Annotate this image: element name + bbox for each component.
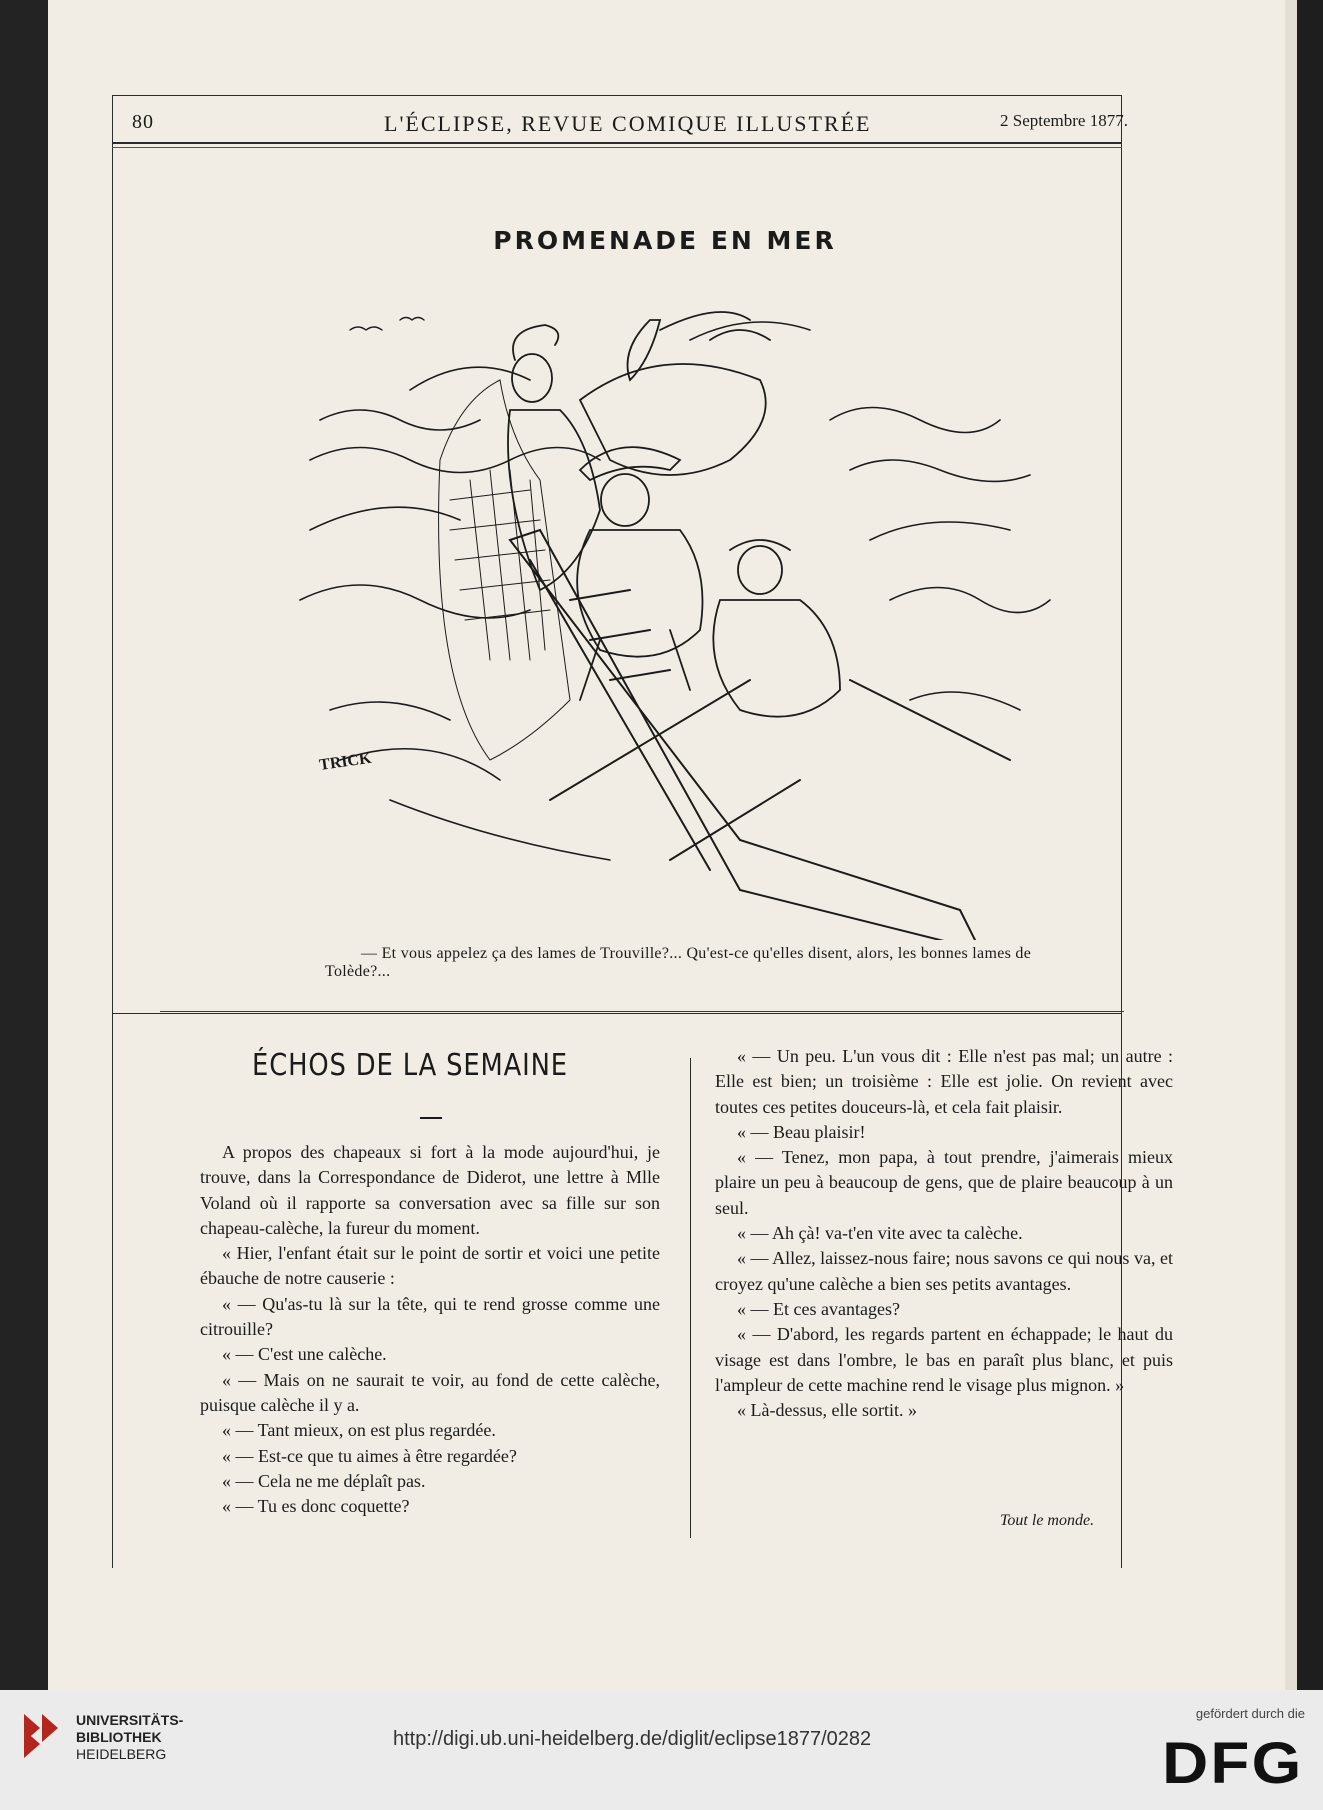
column-divider	[690, 1058, 691, 1538]
permalink-url[interactable]: http://digi.ub.uni-heidelberg.de/diglit/eclipse1877/0282	[393, 1728, 872, 1750]
university-library-logo-icon	[18, 1708, 68, 1762]
section-rule	[112, 1013, 1122, 1014]
wave-crest	[439, 380, 570, 760]
passengers	[508, 325, 840, 717]
page-number: 80	[132, 111, 154, 133]
boat-cartoon-illustration	[290, 300, 1070, 940]
article-signature: Tout le monde.	[1000, 1512, 1095, 1529]
paragraph: « — Tenez, mon papa, à tout prendre, j'aimerais mieux plaire un peu à beaucoup de gens, que de plaire beaucoup à un seul.	[715, 1147, 1173, 1218]
funding-note: gefördert durch die	[1195, 1706, 1305, 1721]
paragraph: « — Mais on ne saurait te voir, au fond de cette calèche, puisque calèche il y a.	[200, 1369, 660, 1415]
page-edge	[1285, 0, 1297, 1690]
viewer-footer	[0, 1690, 1323, 1810]
caption-rule	[160, 1011, 1124, 1012]
sea-waves	[300, 322, 1050, 860]
scan-left-background	[0, 0, 48, 1690]
paragraph: « — Tant mieux, on est plus regardée.	[222, 1420, 496, 1441]
article-title: ÉCHOS DE LA SEMAINE	[252, 1048, 568, 1083]
header-rule	[112, 142, 1122, 144]
library-name: UNIVERSITÄTS- BIBLIOTHEK HEIDELBERG	[76, 1712, 184, 1762]
paragraph: « — Tu es donc coquette?	[222, 1496, 410, 1517]
paragraph: « — D'abord, les regards partent en échappade; le haut du visage est dans l'ombre, le bas en paraît plus blanc, et puis l'ampleur de cette machine rend le visage plus mignon. »	[715, 1324, 1173, 1395]
paragraph: « — Ah çà! va-t'en vite avec ta calèche.	[737, 1223, 1023, 1244]
cartoon-caption: — Et vous appelez ça des lames de Trouville?... Qu'est-ce qu'elles disent, alors, les bonnes lames de Tolède?...	[325, 945, 1032, 980]
paragraph: « — Beau plaisir!	[737, 1121, 866, 1142]
paragraph: « — Et ces avantages?	[737, 1298, 900, 1319]
title-dash	[420, 1117, 442, 1119]
artist-signature: TRICK	[318, 749, 373, 774]
article-left-column	[200, 1140, 660, 1519]
paragraph: « — Est-ce que tu aimes à être regardée?	[222, 1445, 517, 1466]
journal-title: L'ÉCLIPSE, REVUE COMIQUE ILLUSTRÉE	[384, 111, 872, 136]
header-rule-thin	[112, 147, 1122, 148]
dfg-logo: DFG	[1161, 1731, 1303, 1796]
paragraph: « — Qu'as-tu là sur la tête, qui te rend grosse comme une citrouille?	[200, 1293, 660, 1340]
issue-date: 2 Septembre 1877.	[1000, 111, 1128, 130]
rowboat	[510, 530, 1010, 940]
cartoon-title: PROMENADE EN MER	[493, 226, 837, 255]
paragraph: « — Un peu. L'un vous dit : Elle n'est pas mal; un autre : Elle est bien; un troisième : Elle est jolie. On revient avec toutes ces petites douceurs-là, et cela fait plaisir.	[715, 1046, 1173, 1117]
article-right-column	[715, 1044, 1173, 1423]
paragraph: A propos des chapeaux si fort à la mode aujourd'hui, je trouve, dans la Correspondance de Diderot, une lettre à Mlle Voland où il rapporte sa conversation avec sa fille sur son chapeau-calèche, la fureur du moment.	[200, 1142, 660, 1238]
paragraph: « — Cela ne me déplaît pas.	[222, 1470, 426, 1491]
paragraph: « Hier, l'enfant était sur le point de sortir et voici une petite ébauche de notre causerie :	[200, 1243, 660, 1289]
paragraph: « — Allez, laissez-nous faire; nous savons ce qui nous va, et croyez qu'une calèche a bien ses petits avantages.	[715, 1248, 1173, 1294]
paragraph: « Là-dessus, elle sortit. »	[737, 1400, 917, 1421]
paragraph: « — C'est une calèche.	[222, 1344, 387, 1365]
birds	[350, 318, 424, 331]
